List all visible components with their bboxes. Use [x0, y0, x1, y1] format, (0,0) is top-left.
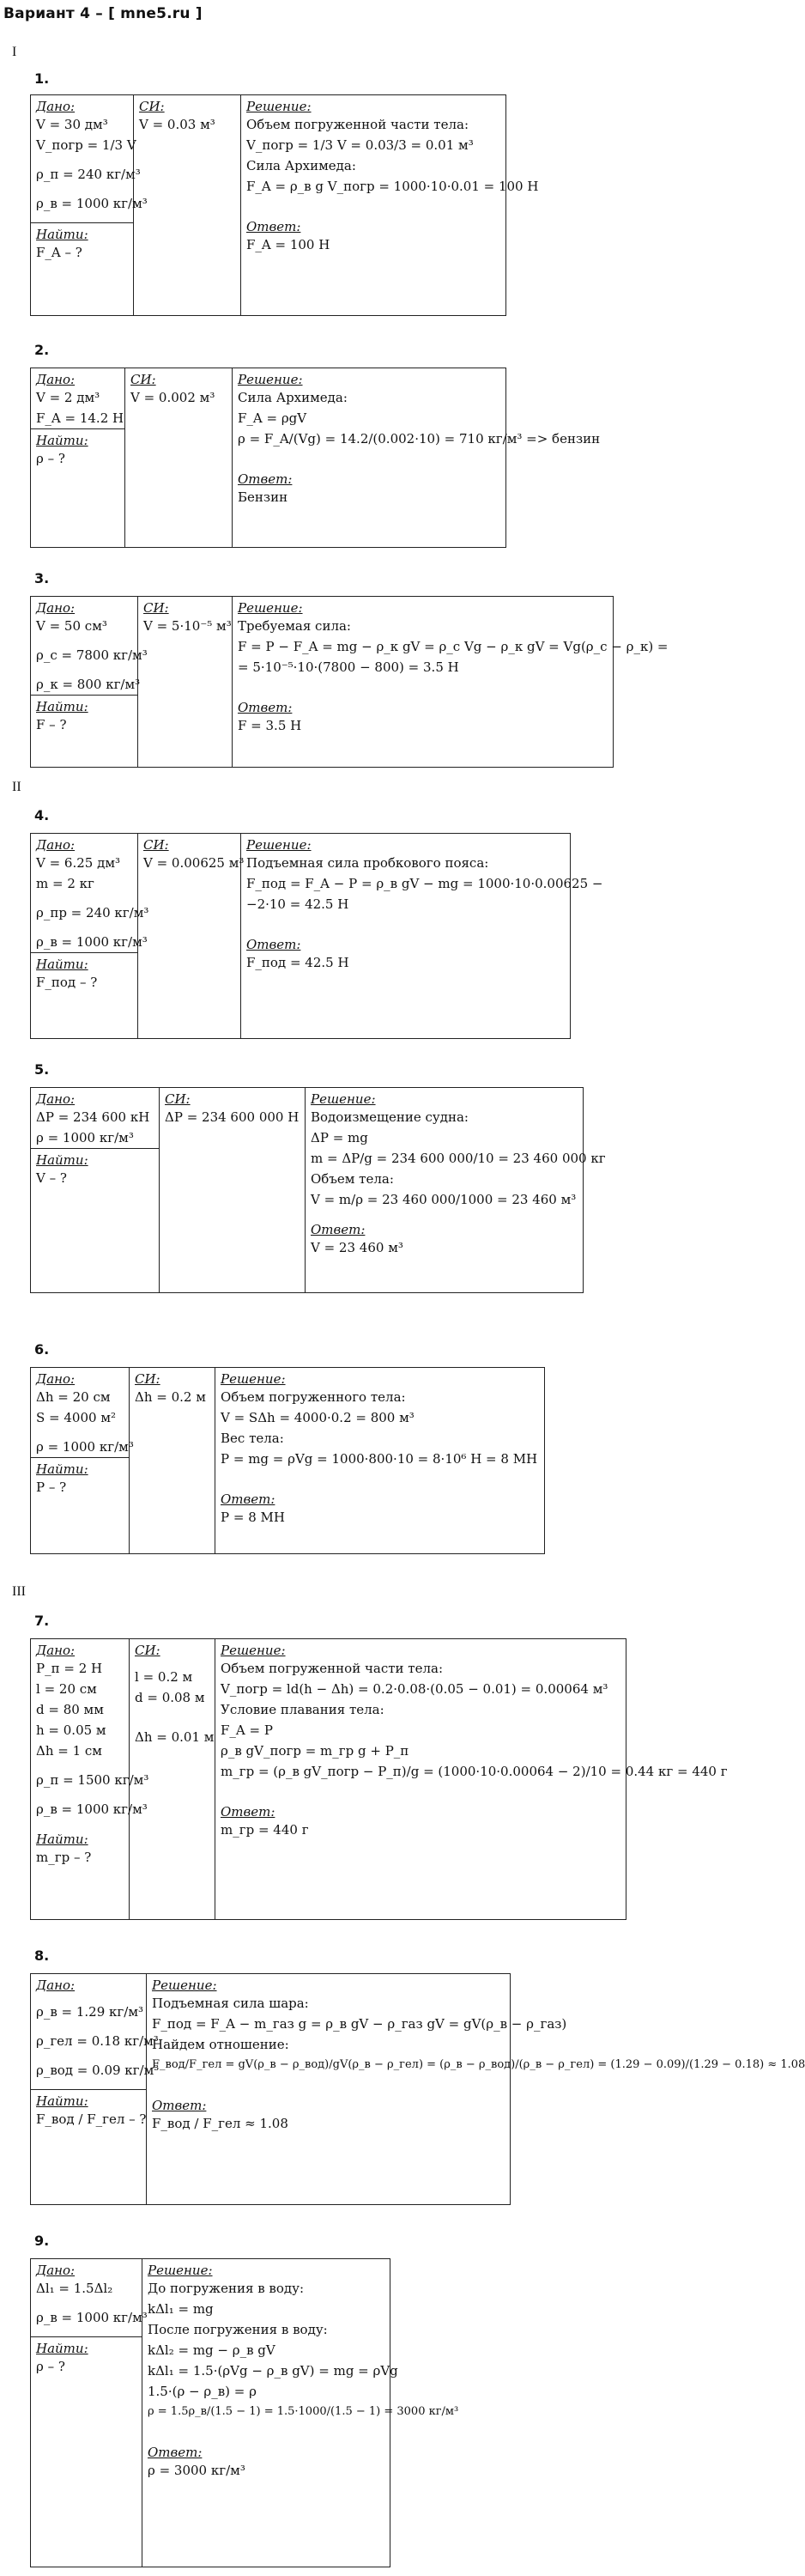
- solution-line: F_A = ρ_в g V_погр = 1000·10·0.01 = 100 Н: [246, 179, 539, 194]
- given-item: ρ_к = 800 кг/м³: [36, 677, 141, 692]
- si-column: [160, 1088, 306, 1292]
- given-item: V = 6.25 дм³: [36, 855, 121, 871]
- solution-header: Решение:: [221, 1371, 286, 1387]
- solution-line: V = m/ρ = 23 460 000/1000 = 23 460 м³: [311, 1192, 577, 1207]
- given-item: h = 0.05 м: [36, 1722, 106, 1738]
- si-item: V = 0.00625 м³: [143, 855, 245, 871]
- given-item: ρ_пр = 240 кг/м³: [36, 905, 149, 920]
- solution-line: ΔP = mg: [311, 1130, 368, 1145]
- answer-line: P = 8 МН: [221, 1510, 285, 1525]
- answer-line: F_вод / F_гел ≈ 1.08: [152, 2116, 288, 2131]
- si-header: СИ:: [139, 99, 165, 114]
- problem-box-3: [30, 596, 669, 768]
- si-item: V = 0.002 м³: [130, 390, 215, 405]
- si-header: СИ:: [130, 372, 156, 387]
- solution-line: Подъемная сила пробкового пояса:: [246, 855, 489, 871]
- si-item: d = 0.08 м: [135, 1690, 205, 1705]
- si-header: СИ:: [165, 1091, 191, 1107]
- solution-line: Водоизмещение судна:: [311, 1109, 469, 1125]
- given-item: ρ_в = 1000 кг/м³: [36, 2310, 148, 2325]
- answer-line: m_гр = 440 г: [221, 1822, 309, 1838]
- given-column: [31, 1088, 160, 1292]
- given-header: Дано:: [36, 1643, 76, 1658]
- problem-box-9: [30, 2258, 459, 2567]
- problem-number: 5.: [34, 1061, 50, 1078]
- solution-line: P = mg = ρVg = 1000·800·10 = 8·10⁶ Н = 8 МН: [221, 1451, 538, 1467]
- solution-header: Решение:: [238, 600, 303, 616]
- given-column: [31, 1368, 134, 1553]
- given-item: V = 30 дм³: [36, 117, 108, 132]
- answer-header: Ответ:: [148, 2445, 203, 2460]
- solution-line: F_вод/F_гел = gV(ρ_в − ρ_вод)/gV(ρ_в − ρ_гел) = (ρ_в − ρ_вод)/(ρ_в − ρ_гел) = (1.29 − 0.09)/(1.29 − 0.18) ≈ 1.08: [152, 2058, 805, 2071]
- given-header: Дано:: [36, 1091, 76, 1107]
- find-item: F_A – ?: [36, 245, 82, 260]
- problem-number: 9.: [34, 2233, 50, 2249]
- answer-header: Ответ:: [246, 937, 301, 952]
- solution-line: ρ = 1.5ρ_в/(1.5 − 1) = 1.5·1000/(1.5 − 1) = 3000 кг/м³: [148, 2405, 459, 2418]
- solution-line: V_погр = ld(h − Δh) = 0.2·0.08·(0.05 − 0.01) = 0.00064 м³: [221, 1681, 608, 1697]
- given-item: ρ_в = 1000 кг/м³: [36, 196, 148, 211]
- solution-line: kΔl₁ = mg: [148, 2301, 214, 2317]
- solution-column: [241, 95, 539, 315]
- problem-number: 1.: [34, 70, 50, 87]
- si-column: [138, 597, 233, 767]
- answer-header: Ответ:: [238, 700, 293, 715]
- si-column: [125, 368, 233, 547]
- si-item: V = 0.03 м³: [139, 117, 215, 132]
- find-item: F_вод / F_гел – ?: [36, 2111, 147, 2127]
- solution-line: Найдем отношение:: [152, 2037, 289, 2052]
- answer-line: V = 23 460 м³: [311, 1240, 403, 1255]
- given-header: Дано:: [36, 2263, 76, 2278]
- solution-line: Требуемая сила:: [238, 618, 351, 634]
- given-item: ρ_вод = 0.09 кг/м³: [36, 2063, 160, 2078]
- solution-line: F_A = P: [221, 1722, 273, 1738]
- given-item: Δl₁ = 1.5Δl₂: [36, 2281, 113, 2296]
- si-column: [134, 95, 241, 315]
- answer-line: F_под = 42.5 Н: [246, 955, 349, 970]
- given-item: V = 50 см³: [36, 618, 107, 634]
- si-header: СИ:: [143, 600, 169, 616]
- problem-box-7: [30, 1638, 728, 1920]
- given-column: [31, 2259, 148, 2567]
- find-item: ρ – ?: [36, 2359, 65, 2374]
- find-item: F – ?: [36, 717, 67, 732]
- find-header: Найти:: [36, 2093, 88, 2109]
- solution-line: F_под = F_A − m_газ g = ρ_в gV − ρ_газ gV = gV(ρ_в − ρ_газ): [152, 2016, 567, 2032]
- si-column: [130, 1368, 215, 1553]
- problem-box-6: [30, 1367, 545, 1554]
- si-header: СИ:: [135, 1643, 160, 1658]
- find-header: Найти:: [36, 1461, 88, 1477]
- given-item: Δh = 20 см: [36, 1389, 111, 1405]
- si-item: Δh = 0.01 м: [135, 1729, 215, 1745]
- given-item: P_п = 2 Н: [36, 1661, 103, 1676]
- solution-header: Решение:: [246, 837, 312, 853]
- si-column: [138, 834, 245, 1038]
- given-item: ρ_в = 1000 кг/м³: [36, 1801, 148, 1817]
- find-header: Найти:: [36, 699, 88, 714]
- given-item: ρ = 1000 кг/м³: [36, 1130, 134, 1145]
- solution-line: Условие плавания тела:: [221, 1702, 384, 1717]
- given-header: Дано:: [36, 372, 76, 387]
- problem-number: 8.: [34, 1947, 50, 1964]
- answer-header: Ответ:: [246, 219, 301, 234]
- answer-line: F_A = 100 Н: [246, 237, 330, 252]
- given-header: Дано:: [36, 837, 76, 853]
- answer-line: ρ = 3000 кг/м³: [148, 2463, 245, 2478]
- solution-line: m_гр = (ρ_в gV_погр − P_п)/g = (1000·10·0.00064 − 2)/10 = 0.44 кг = 440 г: [221, 1764, 728, 1779]
- find-header: Найти:: [36, 2341, 88, 2356]
- answer-line: F = 3.5 Н: [238, 718, 302, 733]
- problem-box-8: [30, 1973, 805, 2205]
- solution-line: Объем погруженного тела:: [221, 1389, 406, 1405]
- solution-column: [147, 1974, 805, 2204]
- find-header: Найти:: [36, 1152, 88, 1168]
- problem-box-5: [30, 1087, 606, 1293]
- solution-header: Решение:: [148, 2263, 213, 2278]
- solution-line: Вес тела:: [221, 1431, 284, 1446]
- section-label-2: II: [12, 780, 21, 794]
- solution-line: F_A = ρgV: [238, 410, 307, 426]
- si-column: [130, 1639, 215, 1919]
- answer-header: Ответ:: [238, 471, 293, 487]
- solution-column: [233, 597, 669, 767]
- solution-line: Объем тела:: [311, 1171, 394, 1187]
- find-item: ρ – ?: [36, 451, 65, 466]
- given-item: ρ_гел = 0.18 кг/м³: [36, 2033, 159, 2049]
- given-column: [31, 597, 148, 767]
- solution-line: V = SΔh = 4000·0.2 = 800 м³: [221, 1410, 415, 1425]
- find-header: Найти:: [36, 957, 88, 972]
- given-header: Дано:: [36, 1978, 76, 1993]
- find-item: P – ?: [36, 1479, 67, 1495]
- given-item: V = 2 дм³: [36, 390, 100, 405]
- given-header: Дано:: [36, 99, 76, 114]
- solution-line: V_погр = 1/3 V = 0.03/3 = 0.01 м³: [246, 137, 474, 153]
- section-label-1: I: [12, 45, 17, 59]
- solution-column: [142, 2259, 459, 2567]
- answer-header: Ответ:: [221, 1492, 275, 1507]
- given-item: V_погр = 1/3 V: [36, 137, 136, 153]
- answer-header: Ответ:: [221, 1804, 275, 1820]
- solution-line: До погружения в воду:: [148, 2281, 305, 2296]
- problem-number: 6.: [34, 1341, 50, 1358]
- solution-column: [215, 1639, 728, 1919]
- problem-box-2: [30, 368, 601, 548]
- solution-header: Решение:: [238, 372, 303, 387]
- solution-column: [215, 1368, 544, 1553]
- find-header: Найти:: [36, 227, 88, 242]
- solution-column: [233, 368, 601, 547]
- given-item: ρ_п = 240 кг/м³: [36, 167, 141, 182]
- given-item: F_A = 14.2 Н: [36, 410, 124, 426]
- solution-line: Сила Архимеда:: [238, 390, 348, 405]
- solution-line: F_под = F_A − P = ρ_в gV − mg = 1000·10·0.00625 −: [246, 876, 603, 891]
- problem-number: 2.: [34, 342, 50, 358]
- given-item: ρ_в = 1.29 кг/м³: [36, 2004, 144, 2020]
- solution-line: F = P − F_A = mg − ρ_к gV = ρ_с Vg − ρ_к gV = Vg(ρ_с − ρ_к) =: [238, 639, 669, 654]
- given-item: ρ_п = 1500 кг/м³: [36, 1772, 149, 1788]
- find-header: Найти:: [36, 433, 88, 448]
- solution-column: [306, 1088, 606, 1292]
- si-item: ΔP = 234 600 000 Н: [165, 1109, 300, 1125]
- given-column: [31, 1974, 160, 2204]
- given-item: S = 4000 м²: [36, 1410, 117, 1425]
- solution-line: kΔl₂ = mg − ρ_в gV: [148, 2342, 275, 2358]
- si-item: Δh = 0.2 м: [135, 1389, 206, 1405]
- given-item: d = 80 мм: [36, 1702, 104, 1717]
- answer-line: Бензин: [238, 489, 288, 505]
- solution-line: ρ = F_A/(Vg) = 14.2/(0.002·10) = 710 кг/м³ => бензин: [238, 431, 601, 447]
- problem-box-4: [30, 833, 603, 1039]
- si-header: СИ:: [135, 1371, 160, 1387]
- solution-line: −2·10 = 42.5 Н: [246, 896, 349, 912]
- section-label-3: III: [12, 1584, 26, 1599]
- answer-header: Ответ:: [152, 2098, 207, 2113]
- solution-line: m = ΔP/g = 234 600 000/10 = 23 460 000 кг: [311, 1151, 606, 1166]
- answer-header: Ответ:: [311, 1222, 366, 1237]
- given-item: Δh = 1 см: [36, 1743, 102, 1759]
- solution-header: Решение:: [221, 1643, 286, 1658]
- solution-header: Решение:: [152, 1978, 217, 1993]
- problem-box-1: [30, 94, 539, 316]
- solution-line: Подъемная сила шара:: [152, 1996, 309, 2011]
- given-item: ΔP = 234 600 кН: [36, 1109, 150, 1125]
- problem-number: 4.: [34, 807, 50, 823]
- given-column: [31, 368, 125, 547]
- si-item: V = 5·10⁻⁵ м³: [143, 618, 232, 634]
- solution-header: Решение:: [246, 99, 312, 114]
- given-column: [31, 95, 148, 315]
- solution-line: ρ_в gV_погр = m_гр g + P_п: [221, 1743, 409, 1759]
- given-header: Дано:: [36, 600, 76, 616]
- problem-number: 7.: [34, 1613, 50, 1629]
- solution-line: После погружения в воду:: [148, 2322, 328, 2337]
- given-item: ρ_с = 7800 кг/м³: [36, 647, 148, 663]
- find-header: Найти:: [36, 1832, 88, 1847]
- given-column: [31, 834, 149, 1038]
- problem-number: 3.: [34, 570, 50, 586]
- solution-line: Объем погруженной части тела:: [246, 117, 469, 132]
- solution-line: 1.5·(ρ − ρ_в) = ρ: [148, 2384, 257, 2399]
- given-header: Дано:: [36, 1371, 76, 1387]
- solution-column: [241, 834, 603, 1038]
- page-header: Вариант 4 – [ mne5.ru ]: [3, 5, 203, 22]
- given-item: l = 20 см: [36, 1681, 97, 1697]
- solution-line: = 5·10⁻⁵·10·(7800 − 800) = 3.5 Н: [238, 659, 459, 675]
- find-item: V – ?: [36, 1170, 67, 1186]
- find-item: F_под – ?: [36, 975, 98, 990]
- solution-line: Сила Архимеда:: [246, 158, 356, 173]
- si-item: l = 0.2 м: [135, 1669, 193, 1685]
- si-header: СИ:: [143, 837, 169, 853]
- solution-line: kΔl₁ = 1.5·(ρVg − ρ_в gV) = mg = ρVg: [148, 2363, 398, 2379]
- solution-line: Объем погруженной части тела:: [221, 1661, 443, 1676]
- given-item: ρ_в = 1000 кг/м³: [36, 934, 148, 950]
- find-item: m_гр – ?: [36, 1850, 92, 1865]
- solution-header: Решение:: [311, 1091, 376, 1107]
- given-item: ρ = 1000 кг/м³: [36, 1439, 134, 1455]
- given-item: m = 2 кг: [36, 876, 94, 891]
